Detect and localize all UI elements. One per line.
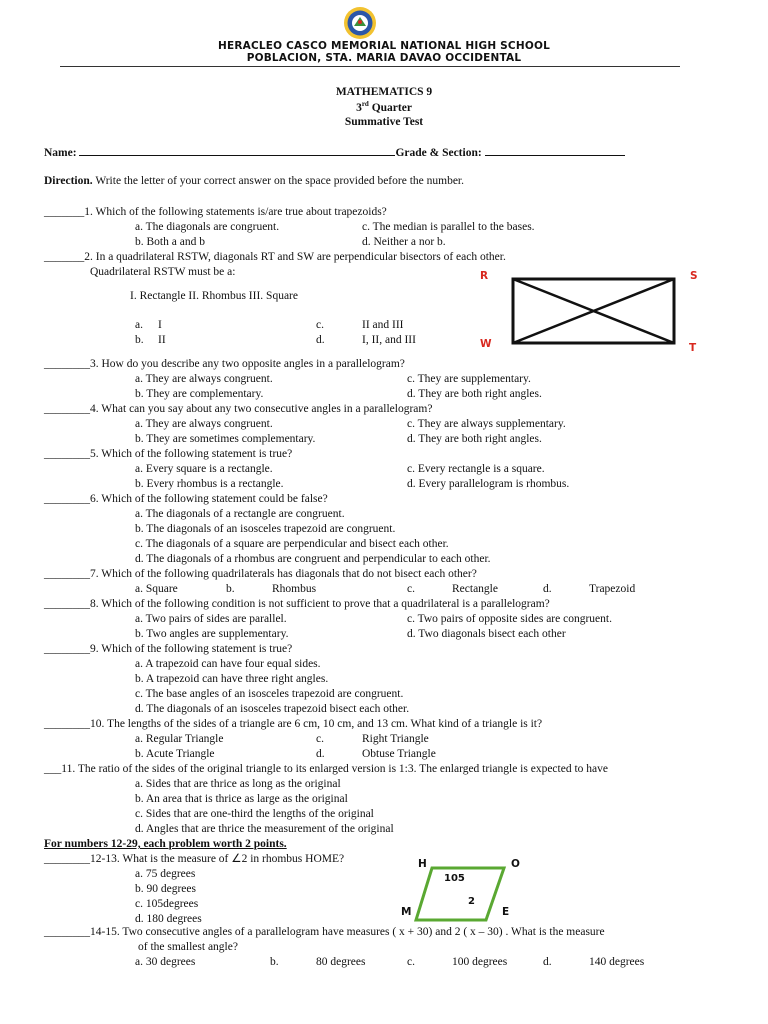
q3-stem: ________3. How do you describe any two opposite angles in a parallelogram?: [44, 358, 405, 370]
q6-option-c: c. The diagonals of a square are perpendicular and bisect each other.: [135, 538, 449, 550]
q4-option-c: c. They are always supplementary.: [407, 418, 566, 430]
q9-option-d: d. The diagonals of an isosceles trapezoid bisect each other.: [135, 703, 410, 715]
rhombus-home-figure: [410, 862, 510, 926]
vertex-m-label: M: [401, 906, 412, 918]
q12-option-c: c. 105degrees: [135, 898, 199, 910]
rectangle-rstw-figure: [505, 272, 685, 352]
q7-option-b: Rhombus: [272, 583, 317, 595]
header-divider: [60, 66, 680, 67]
q9-option-a: a. A trapezoid can have four equal sides.: [135, 658, 321, 670]
q9-option-c: c. The base angles of an isosceles trapezoid are congruent.: [135, 688, 404, 700]
q10-stem: ________10. The lengths of the sides of a triangle are 6 cm, 10 cm, and 13 cm. What kind of a triangle is it?: [44, 718, 543, 730]
q3-option-b: b. They are complementary.: [135, 388, 264, 400]
test-title: Summative Test: [344, 116, 424, 128]
q8-option-b: b. Two angles are supplementary.: [135, 628, 289, 640]
school-address: POBLACION, STA. MARIA DAVAO OCCIDENTAL: [246, 52, 522, 64]
q2-option-d: I, II, and III: [362, 334, 416, 346]
q14-option-c-label: c.: [407, 956, 415, 968]
q11-option-a: a. Sides that are thrice as long as the original: [135, 778, 341, 790]
q2-option-c-label: c.: [316, 319, 324, 331]
q3-option-c: c. They are supplementary.: [407, 373, 531, 385]
q4-option-b: b. They are sometimes complementary.: [135, 433, 316, 445]
q7-option-a: a. Square: [135, 583, 178, 595]
school-name: HERACLEO CASCO MEMORIAL NATIONAL HIGH SCHOOL: [218, 40, 550, 52]
q8-option-c: c. Two pairs of opposite sides are congruent.: [407, 613, 612, 625]
q1-option-d: d. Neither a nor b.: [362, 236, 446, 248]
direction: [44, 175, 464, 187]
q14-stem: ________14-15. Two consecutive angles of a parallelogram have measures ( x + 30) and 2 ( x – 30) . What is the measure: [44, 926, 605, 938]
quarter-title: 3rd Quarter: [356, 100, 412, 114]
direction-text: Write the letter of your correct answer on the space provided before the number.: [95, 175, 464, 187]
q11-option-d: d. Angles that are thrice the measurement of the original: [135, 823, 394, 835]
q5-stem: ________5. Which of the following statement is true?: [44, 448, 293, 460]
q10-option-b: b. Acute Triangle: [135, 748, 215, 760]
q7-option-c-label: c.: [407, 583, 415, 595]
vertex-o-label: O: [511, 858, 520, 870]
q4-option-a: a. They are always congruent.: [135, 418, 273, 430]
name-field: [44, 145, 625, 159]
name-label: Name:: [44, 147, 77, 159]
section-2-heading: For numbers 12-29, each problem worth 2 points.: [44, 838, 287, 850]
q14-option-b-label: b.: [270, 956, 279, 968]
q2-option-c: II and III: [362, 319, 404, 331]
q10-option-c: Right Triangle: [362, 733, 429, 745]
vertex-s-label: S: [690, 270, 698, 282]
q12-option-b: b. 90 degrees: [135, 883, 196, 895]
q12-stem: ________12-13. What is the measure of ∠2 in rhombus HOME?: [44, 853, 345, 865]
q4-option-d: d. They are both right angles.: [407, 433, 542, 445]
q14-option-c: 100 degrees: [452, 956, 508, 968]
q7-option-d: Trapezoid: [589, 583, 636, 595]
vertex-h-label: H: [418, 858, 427, 870]
q7-option-c: Rectangle: [452, 583, 498, 595]
q7-option-d-label: d.: [543, 583, 552, 595]
q9-option-b: b. A trapezoid can have three right angles.: [135, 673, 329, 685]
q9-stem: ________9. Which of the following statement is true?: [44, 643, 293, 655]
q10-option-d-label: d.: [316, 748, 325, 760]
q14-stem2: of the smallest angle?: [138, 941, 238, 953]
q8-option-a: a. Two pairs of sides are parallel.: [135, 613, 287, 625]
q3-option-a: a. They are always congruent.: [135, 373, 273, 385]
name-input-line[interactable]: [79, 145, 395, 156]
q14-option-a: a. 30 degrees: [135, 956, 196, 968]
direction-label: Direction.: [44, 175, 93, 187]
q11-option-c: c. Sides that are one-third the lengths of the original: [135, 808, 374, 820]
q5-option-a: a. Every square is a rectangle.: [135, 463, 273, 475]
q5-option-c: c. Every rectangle is a square.: [407, 463, 545, 475]
q2-option-b: II: [158, 334, 166, 346]
q2-option-d-label: d.: [316, 334, 325, 346]
vertex-w-label: W: [480, 338, 492, 350]
q5-option-d: d. Every parallelogram is rhombus.: [407, 478, 570, 490]
q3-option-d: d. They are both right angles.: [407, 388, 542, 400]
q8-stem: ________8. Which of the following condition is not sufficient to prove that a quadrilateral is a parallelogram?: [44, 598, 550, 610]
grade-label: Grade & Section:: [395, 147, 482, 159]
q6-stem: ________6. Which of the following statement could be false?: [44, 493, 328, 505]
q14-option-d: 140 degrees: [589, 956, 645, 968]
q7-stem: ________7. Which of the following quadrilaterals has diagonals that do not bisect each other?: [44, 568, 477, 580]
q2-stem: _______2. In a quadrilateral RSTW, diagonals RT and SW are perpendicular bisectors of each other.: [44, 251, 506, 263]
q10-option-c-label: c.: [316, 733, 324, 745]
q6-option-d: d. The diagonals of a rhombus are congruent and perpendicular to each other.: [135, 553, 491, 565]
q5-option-b: b. Every rhombus is a rectangle.: [135, 478, 284, 490]
q6-option-a: a. The diagonals of a rectangle are congruent.: [135, 508, 345, 520]
q11-option-b: b. An area that is thrice as large as the original: [135, 793, 348, 805]
q2-option-a-label: a.: [135, 319, 143, 331]
q12-option-d: d. 180 degrees: [135, 913, 202, 925]
q1-stem: _______1. Which of the following statements is/are true about trapezoids?: [44, 206, 387, 218]
q1-option-c: c. The median is parallel to the bases.: [362, 221, 535, 233]
subject-title: MATHEMATICS 9: [335, 86, 433, 98]
q2-option-b-label: b.: [135, 334, 144, 346]
q10-option-a: a. Regular Triangle: [135, 733, 224, 745]
q8-option-d: d. Two diagonals bisect each other: [407, 628, 566, 640]
vertex-t-label: T: [689, 342, 697, 354]
q2-roman-options: I. Rectangle II. Rhombus III. Square: [130, 290, 298, 302]
q2-stem2: Quadrilateral RSTW must be a:: [90, 266, 236, 278]
q1-option-b: b. Both a and b: [135, 236, 205, 248]
q2-option-a: I: [158, 319, 162, 331]
q1-option-a: a. The diagonals are congruent.: [135, 221, 280, 233]
q11-stem: ___11. The ratio of the sides of the original triangle to its enlarged version is 1:3. The enlarged triangle is expected to have: [44, 763, 608, 775]
q12-option-a: a. 75 degrees: [135, 868, 196, 880]
vertex-r-label: R: [480, 270, 489, 282]
angle-2-label: 2: [468, 896, 475, 907]
vertex-e-label: E: [502, 906, 510, 918]
q14-option-b: 80 degrees: [316, 956, 366, 968]
q6-option-b: b. The diagonals of an isosceles trapezoid are congruent.: [135, 523, 396, 535]
q4-stem: ________4. What can you say about any two consecutive angles in a parallelogram?: [44, 403, 433, 415]
angle-105-label: 105: [444, 873, 465, 884]
q14-option-d-label: d.: [543, 956, 552, 968]
grade-input-line[interactable]: [485, 145, 625, 156]
school-seal-logo: [343, 6, 377, 40]
q10-option-d: Obtuse Triangle: [362, 748, 436, 760]
q7-option-b-label: b.: [226, 583, 235, 595]
